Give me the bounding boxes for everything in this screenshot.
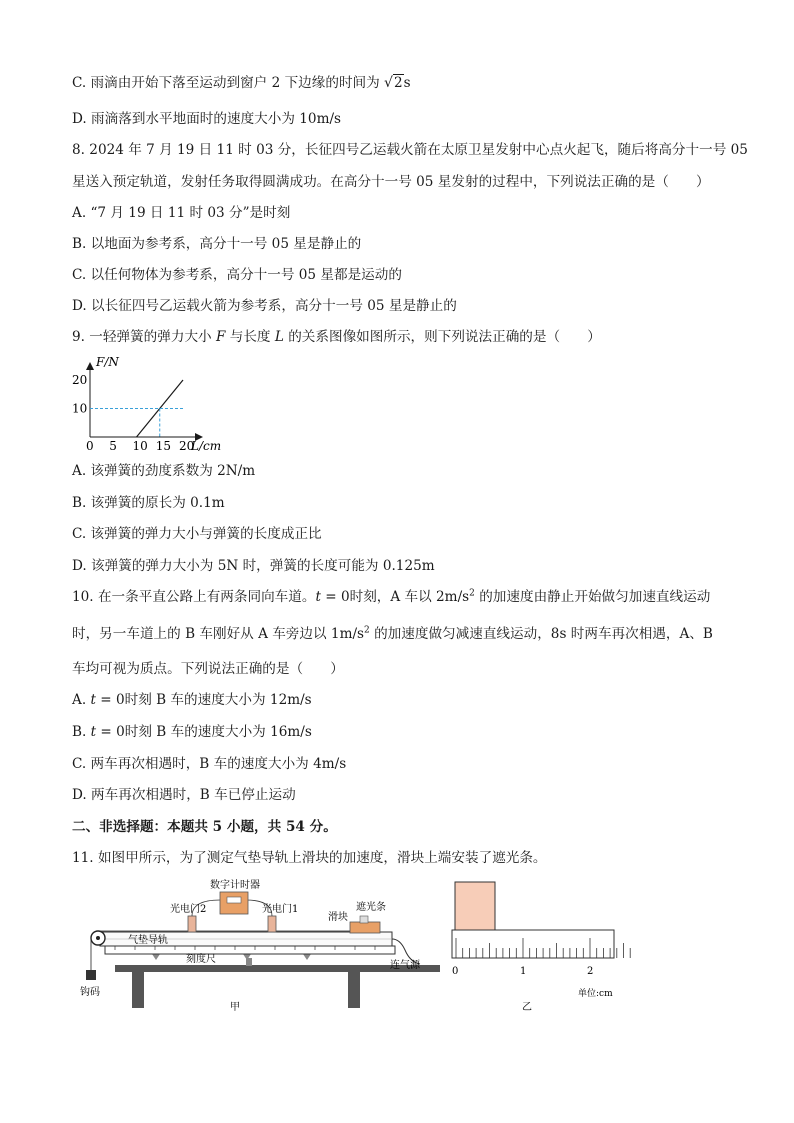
label-gate1: 光电门1 <box>262 904 299 915</box>
q9-option-d: D. 该弹簧的弹力大小为 5N 时，弹簧的长度可能为 0.125m <box>72 558 435 574</box>
y-axis-label: F/N <box>96 355 119 369</box>
q9-option-a: A. 该弹簧的劲度系数为 2N/m <box>72 463 256 479</box>
q8-option-c: C. 以任何物体为参考系，高分十一号 05 星都是运动的 <box>72 267 402 283</box>
label-rail: 气垫导轨 <box>128 935 168 946</box>
q7-option-d: D. 雨滴落到水平地面时的速度大小为 10m/s <box>72 111 342 127</box>
y-tick-label: 10 <box>72 401 88 416</box>
q8-option-a: A. “7 月 19 日 11 时 03 分”是时刻 <box>72 205 291 221</box>
x-tick-label: 5 <box>109 439 117 453</box>
q10-option-d: D. 两车再次相遇时，B 车已停止运动 <box>72 787 296 803</box>
label-slider: 滑块 <box>328 912 348 923</box>
label-timer: 数字计时器 <box>210 880 260 891</box>
label-weight: 钩码 <box>80 987 100 998</box>
q9-stem: 9. 一轻弹簧的弹力大小 F 与长度 L 的关系图像如图所示，则下列说法正确的是（ ） <box>72 329 601 345</box>
q8-stem-line2: 星送入预定轨道，发射任务取得圆满成功。在高分十一号 05 星发射的过程中，下列说法正确的是（ ） <box>72 174 710 190</box>
caption-yi: 乙 <box>522 1002 532 1013</box>
q9-option-b: B. 该弹簧的原长为 0.1m <box>72 495 225 511</box>
q10-option-a: A. t = 0时刻 B 车的速度大小为 12m/s <box>72 692 312 708</box>
tick-2: 2 <box>587 966 594 977</box>
label-strip: 遮光条 <box>356 902 386 913</box>
x-tick-label: 15 <box>155 439 172 453</box>
q8-stem-line1: 8. 2024 年 7 月 19 日 11 时 03 分，长征四号乙运载火箭在太原卫星发射中心点火起飞，随后将高分十一号 05 <box>72 142 748 158</box>
q9-option-c: C. 该弹簧的弹力大小与弹簧的长度成正比 <box>72 526 322 542</box>
x-axis-label: L/cm <box>191 439 222 453</box>
q7-option-c: C. 雨滴由开始下落至运动到窗户 2 下边缘的时间为 √2s <box>72 75 411 91</box>
label-gate2: 光电门2 <box>170 904 207 915</box>
q8-option-d: D. 以长征四号乙运载火箭为参考系，高分十一号 05 星是静止的 <box>72 298 457 314</box>
q10-option-b: B. t = 0时刻 B 车的速度大小为 16m/s <box>72 724 312 740</box>
x-tick-label: 10 <box>132 439 148 453</box>
tick-0: 0 <box>452 966 459 977</box>
q11-figure-yi <box>440 870 640 1020</box>
q10-stem-line1: 10. 在一条平直公路上有两条同向车道。t = 0时刻，A 车以 $2m/s^2$ 的加速度由静止开始做匀加速直线运动 <box>72 588 711 605</box>
y-tick-label: 20 <box>72 373 88 387</box>
q10-option-c: C. 两车再次相遇时，B 车的速度大小为 4m/s <box>72 756 347 772</box>
section-heading: 二、非选择题：本题共 5 小题，共 54 分。 <box>72 819 337 835</box>
caption-jia: 甲 <box>230 1002 240 1013</box>
tick-1: 1 <box>520 966 527 977</box>
unit-label: 单位:cm <box>578 989 613 999</box>
q9-chart-group <box>72 355 221 453</box>
series-line <box>137 380 184 437</box>
sqrt-expression: √2 <box>384 75 403 91</box>
label-air: 连气源 <box>390 960 420 971</box>
q11-stem: 11. 如图甲所示，为了测定气垫导轨上滑块的加速度，滑块上端安装了遮光条。 <box>72 850 547 866</box>
x-tick-label: 0 <box>86 439 94 453</box>
label-ruler: 刻度尺 <box>186 954 216 965</box>
x-tick-label: 20 <box>179 439 195 453</box>
q10-stem-line2: 时，另一车道上的 B 车刚好从 A 车旁边以 $1m/s^2$ 的加速度做匀减速直线运动，8s 时两车再次相遇，A、B <box>72 625 713 642</box>
q10-stem-line3: 车均可视为质点。下列说法正确的是（ ） <box>72 661 344 677</box>
q8-option-b: B. 以地面为参考系，高分十一号 05 星是静止的 <box>72 236 362 252</box>
